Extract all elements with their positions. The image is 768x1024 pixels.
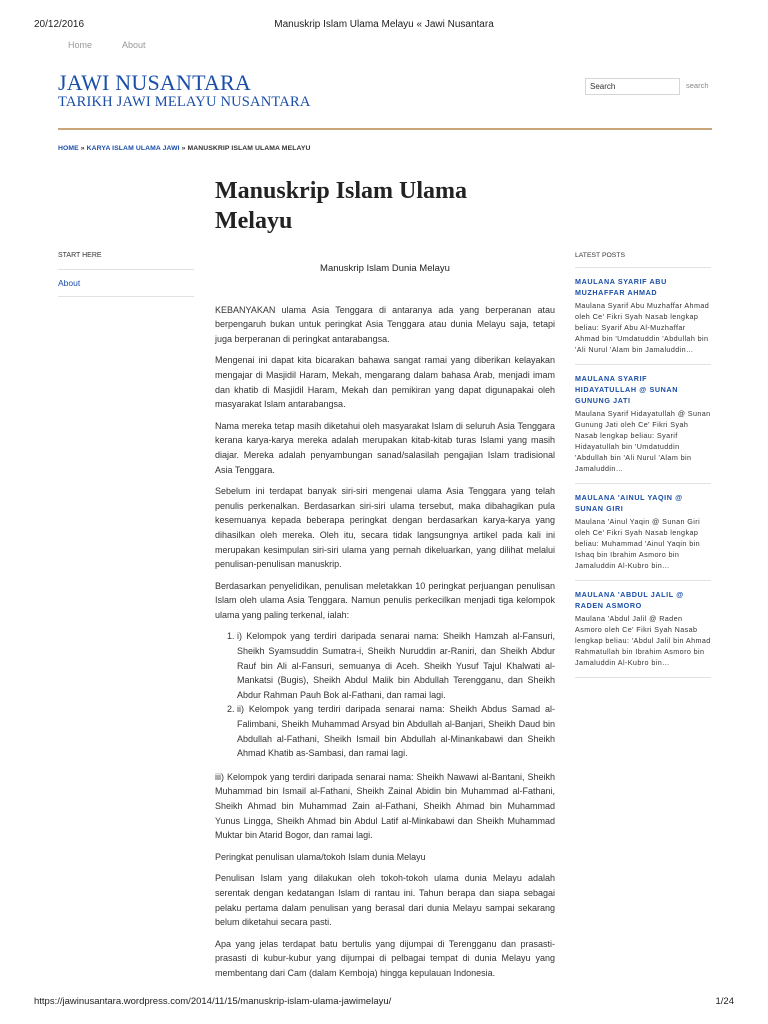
breadcrumb-home[interactable]: HOME <box>58 145 79 152</box>
latest-post-link[interactable]: MAULANA 'AINUL YAQIN @ SUNAN GIRI <box>575 493 683 513</box>
left-sidebar-title: START HERE <box>58 252 194 270</box>
post-subheading: Manuskrip Islam Dunia Melayu <box>320 263 450 274</box>
paragraph: Mengenai ini dapat kita bicarakan bahawa sangat ramai yang diberikan kelayakan mengajar di Masjidil Haram, Mekah, mengarang dalam bahasa Arab, menjadi imam dan khatib di Masjidil Haram, Mekah dan pemikiran yang dapat digunapakai oleh masyarakat Islam antarabangsa. <box>215 355 555 410</box>
paragraph: Berdasarkan penyelidikan, penulisan meletakkan 10 peringkat perjuangan penulisan Islam oleh ulama Asia Tenggara. Namun penulis perkecilkan menjadi tiga kelompok ulama yang paling terkenal, ialah: <box>215 580 555 620</box>
top-navigation <box>68 40 174 50</box>
search-button[interactable]: search <box>686 81 709 90</box>
header-divider <box>58 128 712 130</box>
latest-post-link[interactable]: MAULANA SYARIF HIDAYATULLAH @ SUNAN GUNUNG JATI <box>575 374 678 405</box>
left-sidebar <box>58 252 194 297</box>
latest-post-excerpt: Maulana Syarif Hidayatullah @ Sunan Gunung Jati oleh Ce' Fikri Syah Nasab lengkap beliau: Syarif Hidayatullah bin 'Umdatuddin 'Abdullah bin 'Ali Nurul 'Alam bin Jamaluddin… <box>575 409 711 473</box>
paragraph: Penulisan Islam yang dilakukan oleh tokoh-tokoh ulama dunia Melayu adalah serentak dengan kedatangan Islam di rantau ini. Tahun berapa dan siapa sebagai pelaku pertama dalam penulisan yang berasal dari dunia Melayu sampai sekarang belum diketahui secara pasti. <box>215 873 555 928</box>
latest-post-excerpt: Maulana 'Ainul Yaqin @ Sunan Giri oleh Ce' Fikri Syah Nasab lengkap beliau: Muhammad 'Ainul Yaqin bin Ishaq bin Ibrahim Asmoro bin Jamaluddin Al-Kubro bin… <box>575 517 701 570</box>
paragraph: Apa yang jelas terdapat batu bertulis yang dijumpai di Terengganu dan prasasti-prasasti di kubur-kubur yang dijumpai di pelbagai tempat di dunia Melayu yang membentang dari Cam (dalam Kemboja) hingga kepulauan Indonesia. <box>215 938 555 978</box>
latest-post-excerpt: Maulana 'Abdul Jalil @ Raden Asmoro oleh Ce' Fikri Syah Nasab lengkap beliau: 'Abdul Jalil bin Ahmad Rahmatullah bin Ibrahim Asmoro bin Jamaluddin Al-Kubro bin… <box>575 614 711 667</box>
latest-post-excerpt: Maulana Syarif Abu Muzhaffar Ahmad oleh Ce' Fikri Syah Nasab lengkap beliau: Syarif Abu Al-Muzhaffar Ahmad bin 'Umdatuddin 'Abdullah bin 'Ali Nurul 'Alam bin Jamaluddin… <box>575 301 710 354</box>
print-page-number: 1/24 <box>715 996 734 1007</box>
paragraph: iii) Kelompok yang terdiri daripada senarai nama: Sheikh Nawawi al-Bantani, Sheikh Muhammad bin Ismail al-Fathani, Sheikh Zainal Abidin bin Muhammad al-Fathani, Sheikh Ahmad bin Muhammad Zain al-Fathani, Sheikh Ahmad bin Muhammad Yunus Lingga, Sheikh Ahmad bin Abdul Latif al-Minkabawi dan Sheikh Muhammad Muktar bin Atarid Bogor, dan ramai lagi. <box>215 771 555 841</box>
breadcrumb-separator: » <box>78 145 87 152</box>
right-sidebar <box>575 252 711 678</box>
latest-post-item <box>575 365 711 484</box>
print-url: https://jawinusantara.wordpress.com/2014/11/15/manuskrip-islam-ulama-jawimelayu/ <box>34 996 392 1007</box>
paragraph: KEBANYAKAN ulama Asia Tenggara di antaranya ada yang berperanan atau berpengaruh bukan untuk peringkat Asia Tenggara atau dunia Melayu saja, tetapi juga berperanan di peringkat antarabangsa. <box>215 304 555 344</box>
search-input[interactable] <box>585 78 680 95</box>
print-date: 20/12/2016 <box>34 19 85 30</box>
post-content <box>215 262 555 988</box>
nav-link-about[interactable]: About <box>122 40 146 50</box>
list-item: 1. i) Kelompok yang terdiri daripada senarai nama: Sheikh Hamzah al-Fansuri, Sheikh Syamsuddin Sumatra-i, Sheikh Nuruddin ar-Raniri, dan Sheikh Abdur Rauf bin Ali al-Fansuri, semuanya di Aceh. Sheikh Yusuf Tajul Khalwati al-Mankatsi (Bugis), Sheikh Abdul Malik bin Abdullah Terengganu, dan Sheikh Abdur Rahman Pauh Bok al-Fathani, dan ramai lagi. <box>237 629 555 702</box>
list-item: 2. ii) Kelompok yang terdiri daripada senarai nama: Sheikh Abdus Samad al-Falimbani, Sheikh Muhammad Arsyad bin Abdullah al-Banjari, Sheikh Daud bin Abdullah al-Fathani, Sheikh Ismail bin Abdullah al-Minankabawi dan Sheikh Ahmad Khatib as-Sambasi, dan ramai lagi. <box>237 702 555 760</box>
latest-post-item <box>575 581 711 678</box>
sidebar-item-about[interactable]: About <box>58 270 194 297</box>
latest-post-item <box>575 268 711 365</box>
post-title: Manuskrip Islam Ulama Melayu <box>215 178 468 234</box>
print-page-title: Manuskrip Islam Ulama Melayu « Jawi Nusantara <box>274 19 494 30</box>
print-header <box>0 0 768 40</box>
nav-link-home[interactable]: Home <box>68 40 93 50</box>
latest-posts-title: LATEST POSTS <box>575 252 711 268</box>
site-title[interactable]: JAWI NUSANTARA <box>58 70 251 95</box>
breadcrumb <box>58 145 310 152</box>
latest-post-item <box>575 484 711 581</box>
paragraph: Sebelum ini terdapat banyak siri-siri mengenai ulama Asia Tenggara yang telah penulis perkenalkan. Berdasarkan siri-siri ulama tersebut, maka dibahagikan pula kesemuanya kepada beberapa peringkat dengan berdasarkan karya-karya yang dihasilkan oleh mereka. Oleh itu, secara tidak langsungnya artikel pada kali ini merupakan kesimpulan siri-siri ulama yang pernah dikeluarkan, yang dilihat melalui penulisan-penulisan manuskrip. <box>215 486 555 570</box>
latest-post-link[interactable]: MAULANA 'ABDUL JALIL @ RADEN ASMORO <box>575 590 684 610</box>
site-tagline: TARIKH JAWI MELAYU NUSANTARA <box>58 94 311 110</box>
breadcrumb-category[interactable]: KARYA ISLAM ULAMA JAWI <box>86 145 180 152</box>
breadcrumb-current: MANUSKRIP ISLAM ULAMA MELAYU <box>187 145 311 152</box>
paragraph: Nama mereka tetap masih diketahui oleh masyarakat Islam di seluruh Asia Tenggara kerana karya-karya mereka adalah merupakan kitab-kitab turas Islami yang masih diajar. Mereka adalah penyambungan sanad/salasilah pengajian Islam tradisional Asia Tenggara. <box>215 420 555 475</box>
ulama-group-list <box>237 629 555 760</box>
section-heading: Peringkat penulisan ulama/tokoh Islam dunia Melayu <box>215 851 426 862</box>
latest-post-link[interactable]: MAULANA SYARIF ABU MUZHAFFAR AHMAD <box>575 277 667 297</box>
breadcrumb-separator: » <box>179 145 188 152</box>
